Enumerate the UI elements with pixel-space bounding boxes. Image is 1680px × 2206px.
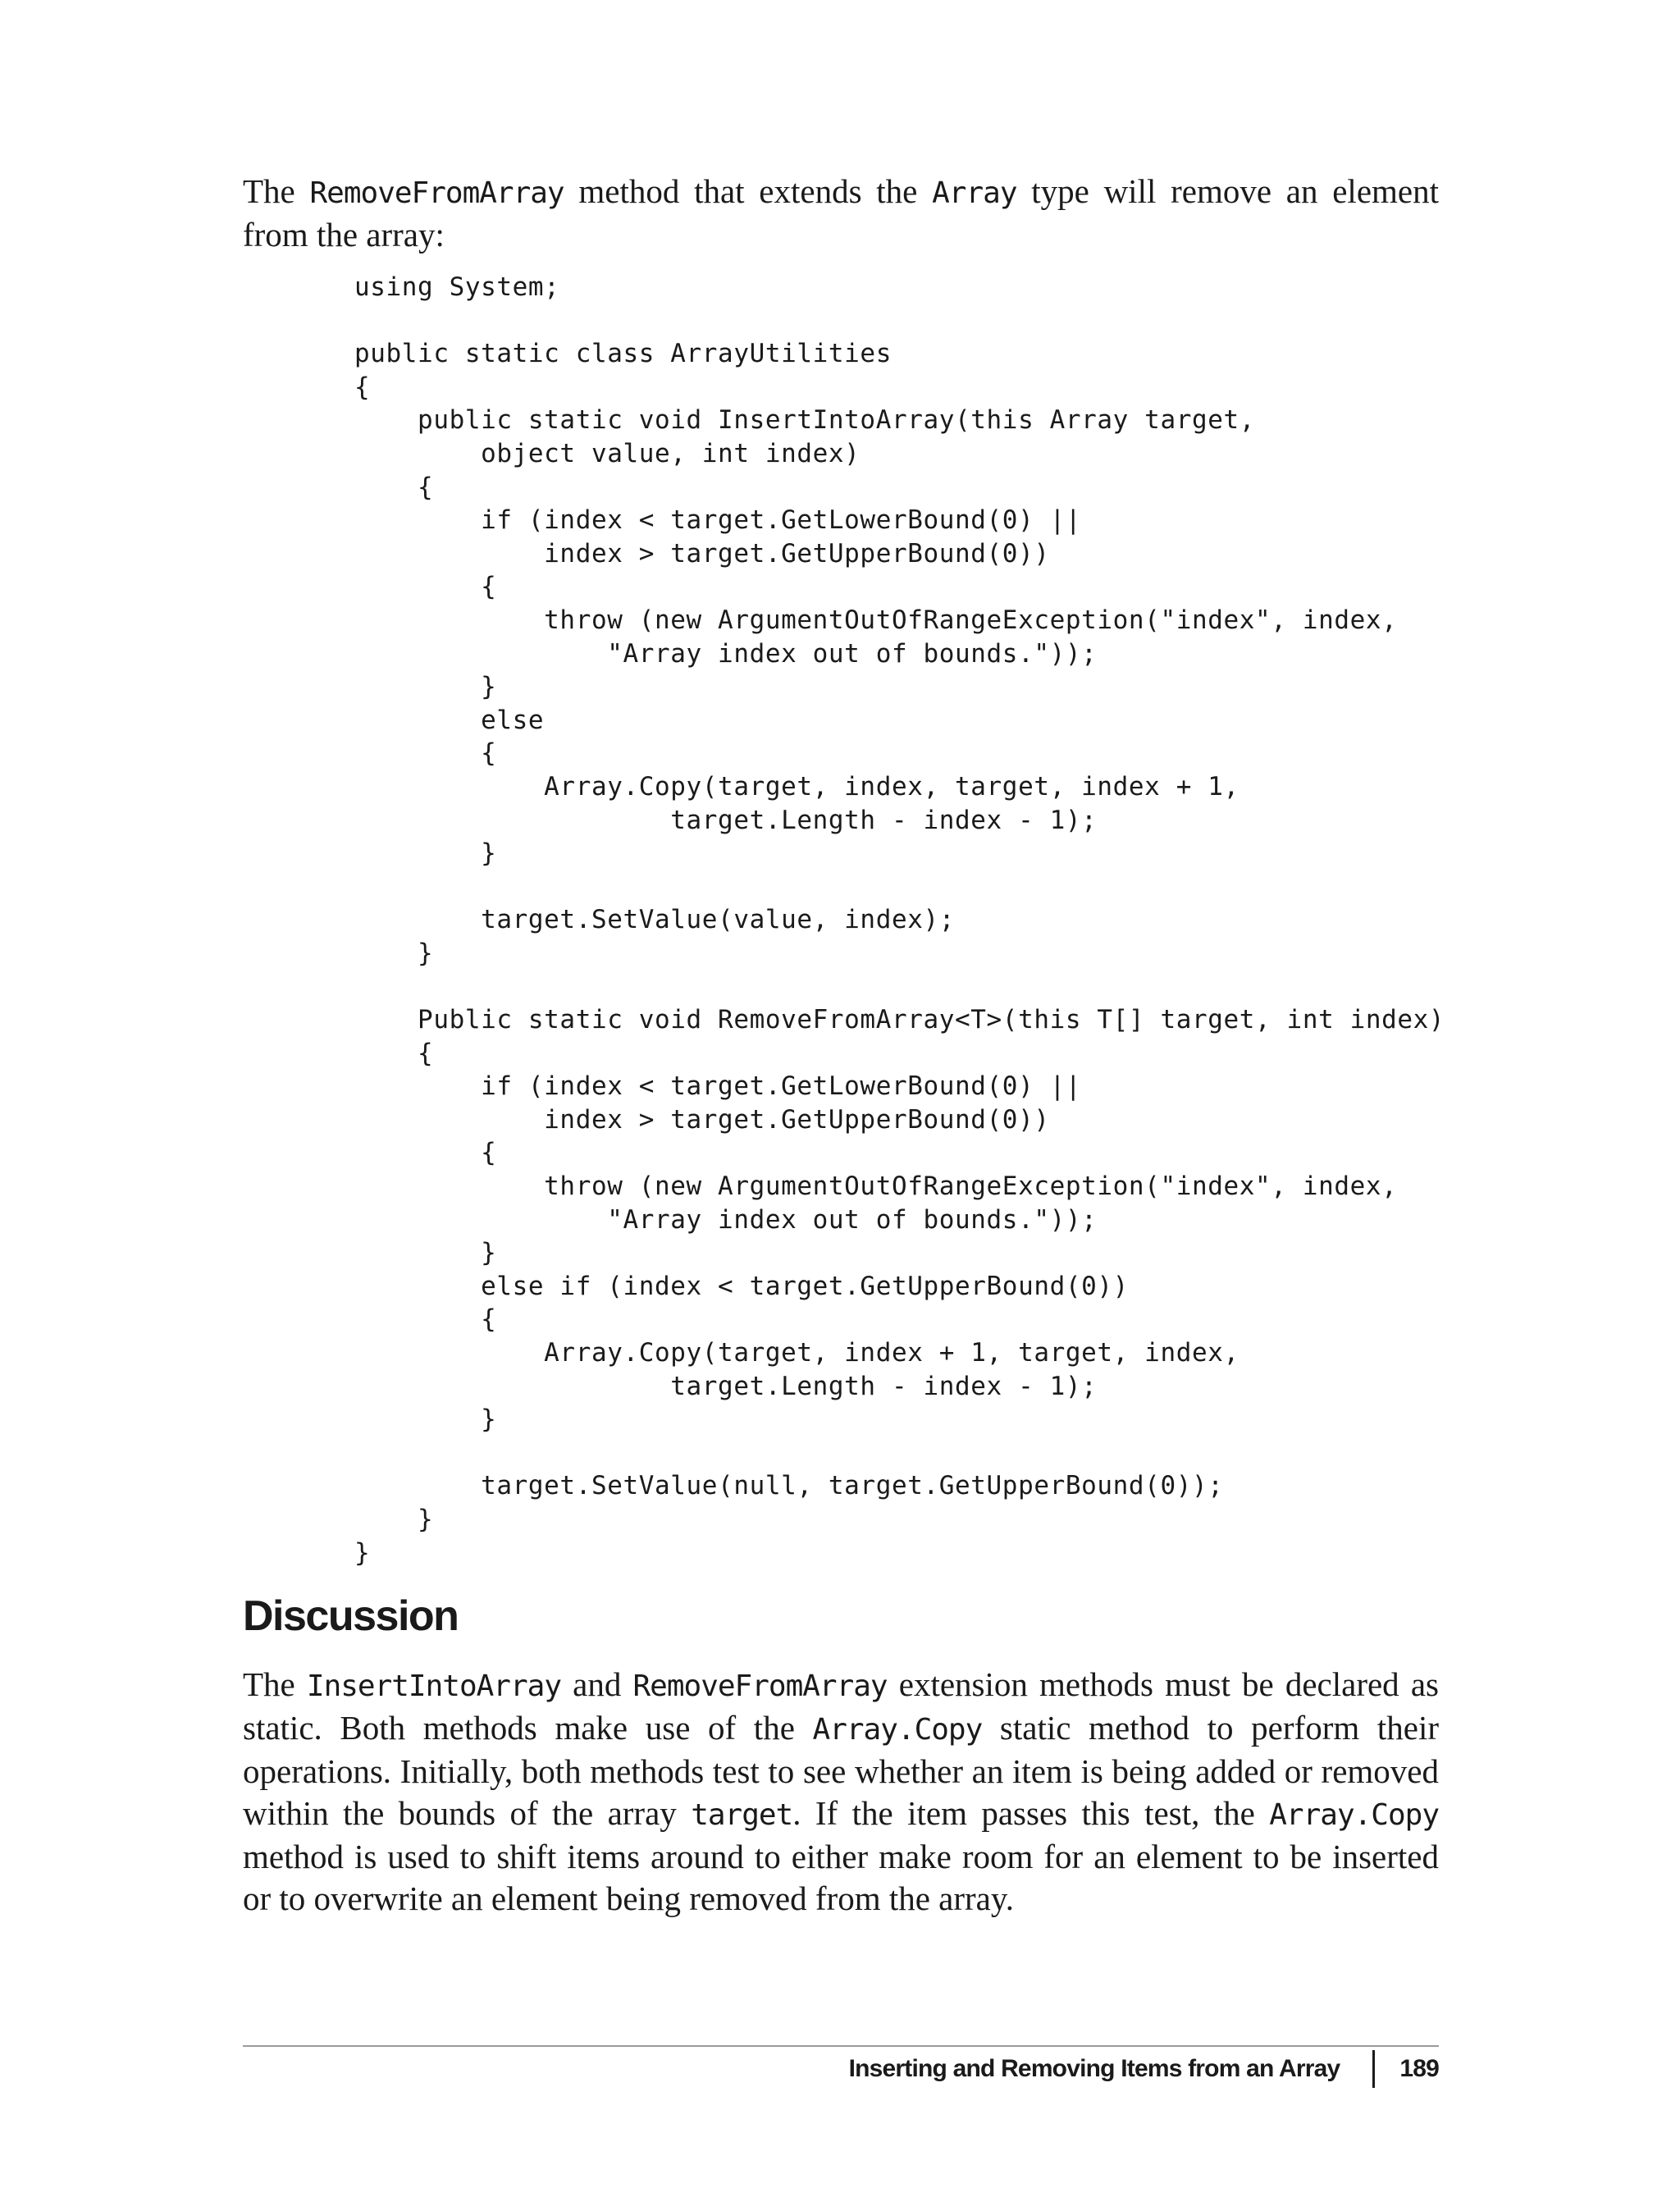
footer-separator: [1372, 2050, 1375, 2088]
inline-code: Array: [932, 176, 1017, 210]
discussion-text: The: [243, 1665, 307, 1703]
discussion-text: . If the item passes this test, the: [792, 1794, 1270, 1832]
intro-paragraph: [243, 171, 1439, 256]
intro-text: type will remove an element from the array:: [243, 172, 1439, 253]
inline-code: Array.Copy: [1269, 1798, 1439, 1832]
intro-text: method that extends the: [564, 172, 933, 210]
inline-code: target: [691, 1798, 793, 1832]
discussion-text: static method to perform their operations. Initially, both methods test to see whether an item is being added or removed within the bounds of the array: [243, 1709, 1439, 1832]
page-footer: [849, 2048, 1439, 2090]
section-heading: Discussion: [243, 1592, 459, 1640]
inline-code: InsertIntoArray: [306, 1669, 561, 1703]
footer-rule: [243, 2045, 1439, 2047]
inline-code: RemoveFromArray: [309, 176, 564, 210]
intro-text: The: [243, 172, 310, 210]
discussion-text: method is used to shift items around to either make room for an element to be inserted or to overwrite an element being removed from the array.: [243, 1838, 1439, 1917]
discussion-paragraph: [243, 1664, 1439, 1920]
footer-section-title: Inserting and Removing Items from an Array: [848, 2055, 1340, 2082]
discussion-text: extension methods must be declared as static. Both methods make use of the: [243, 1665, 1439, 1747]
page-number: 189: [1399, 2055, 1439, 2082]
code-listing: using System; public static class ArrayUtilities { public static void InsertIntoArray(this Array target, object value, int index) { if (index < target.GetLowerBound(0) || index > target.GetUpperBound(0)) { throw (new ArgumentOutOfRangeException("index", index, "Array index out of bounds.")); } else { Array.Copy(target, index, target, index + 1, target.Length - index - 1); } target.SetValue(value, index); } Public static void RemoveFromArray<T>(this T[] target, int index) { if (index < target.GetLowerBound(0) || index > target.GetUpperBound(0)) { throw (new ArgumentOutOfRangeException("index", index, "Array index out of bounds.")); } else if (index < target.GetUpperBound(0)) { Array.Copy(target, index + 1, target, index, target.Length - index - 1); } target.SetValue(null, target.GetUpperBound(0)); } }: [354, 272, 1445, 1568]
inline-code: Array.Copy: [812, 1713, 983, 1747]
discussion-text: and: [561, 1665, 633, 1703]
inline-code: RemoveFromArray: [632, 1669, 888, 1703]
